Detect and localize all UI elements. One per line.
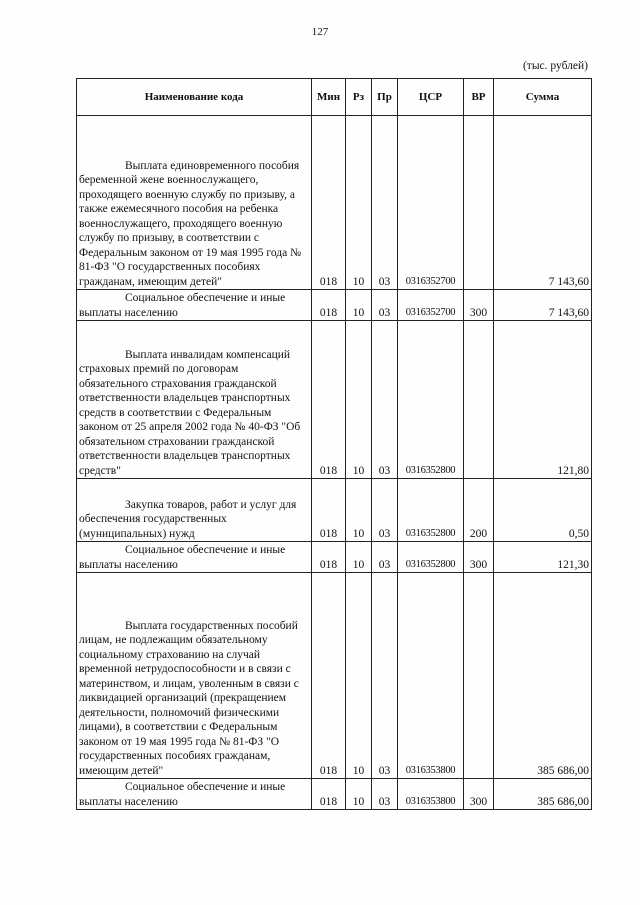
row-sum: 7 143,60 [494,290,592,321]
row-csr: 0316352700 [398,116,464,290]
row-sum: 121,30 [494,542,592,573]
row-name: Выплата государственных пособий лицам, не подлежащим обязательному социальному страхованию на случай временной нетрудоспособности и в связи с материнством, и лицам, уволенным в связи с ликвидацией организаций (прекращением деятельности, полномочий физическими лицами), в соответствии с Федеральным законом от 19 мая 1995 года № 81-ФЗ "О государственных пособиях гражданам, имеющим детей" [77,573,312,779]
row-name: Социальное обеспечение и иные выплаты населению [77,779,312,810]
table-row [77,479,592,542]
row-name: Закупка товаров, работ и услуг для обеспечения государственных (муниципальных) нужд [77,479,312,542]
row-vr [464,321,494,479]
row-sum: 121,80 [494,321,592,479]
row-name: Социальное обеспечение и иные выплаты населению [77,290,312,321]
row-sum: 385 686,00 [494,779,592,810]
header-rz: Рз [346,79,372,116]
budget-table [76,78,592,810]
row-min: 018 [312,290,346,321]
header-sum: Сумма [494,79,592,116]
table-row [77,290,592,321]
row-vr: 300 [464,779,494,810]
header-min: Мин [312,79,346,116]
row-csr: 0316352700 [398,290,464,321]
row-vr [464,116,494,290]
page-number: 127 [311,26,329,38]
row-min: 018 [312,479,346,542]
table-row [77,116,592,290]
row-sum: 385 686,00 [494,573,592,779]
row-pr: 03 [372,290,398,321]
row-csr: 0316353800 [398,573,464,779]
row-pr: 03 [372,573,398,779]
header-vr: ВР [464,79,494,116]
row-csr: 0316352800 [398,542,464,573]
table-row [77,321,592,479]
row-min: 018 [312,573,346,779]
row-pr: 03 [372,321,398,479]
row-rz: 10 [346,290,372,321]
row-min: 018 [312,116,346,290]
row-min: 018 [312,542,346,573]
header-pr: Пр [372,79,398,116]
row-vr: 300 [464,290,494,321]
row-rz: 10 [346,116,372,290]
row-csr: 0316353800 [398,779,464,810]
row-min: 018 [312,321,346,479]
row-vr: 200 [464,479,494,542]
row-vr: 300 [464,542,494,573]
row-name: Выплата инвалидам компенсаций страховых премий по договорам обязательного страхования гражданской ответственности владельцев транспортных средств в соответствии с Федеральным законом от 25 апреля 2002 года № 40-ФЗ "Об обязательном страховании гражданской ответственности владельцев транспортных средств" [77,321,312,479]
table-row [77,573,592,779]
row-sum: 0,50 [494,479,592,542]
row-pr: 03 [372,479,398,542]
header-csr: ЦСР [398,79,464,116]
row-pr: 03 [372,779,398,810]
header-name: Наименование кода [77,79,312,116]
row-rz: 10 [346,779,372,810]
row-min: 018 [312,779,346,810]
row-pr: 03 [372,116,398,290]
row-rz: 10 [346,573,372,779]
row-csr: 0316352800 [398,321,464,479]
row-rz: 10 [346,542,372,573]
table-row [77,542,592,573]
row-csr: 0316352800 [398,479,464,542]
row-vr [464,573,494,779]
row-rz: 10 [346,479,372,542]
row-name: Выплата единовременного пособия беременной жене военнослужащего, проходящего военную службу по призыву, а также ежемесячного пособия на ребенка военнослужащего, проходящего военную службу по призыву, в соответствии с Федеральным законом от 19 мая 1995 года № 81-ФЗ "О государственных пособиях гражданам, имеющим детей" [77,116,312,290]
row-sum: 7 143,60 [494,116,592,290]
row-rz: 10 [346,321,372,479]
table-header-row [77,79,592,116]
units-label: (тыс. рублей) [522,60,588,72]
table-row [77,779,592,810]
row-name: Социальное обеспечение и иные выплаты населению [77,542,312,573]
row-pr: 03 [372,542,398,573]
